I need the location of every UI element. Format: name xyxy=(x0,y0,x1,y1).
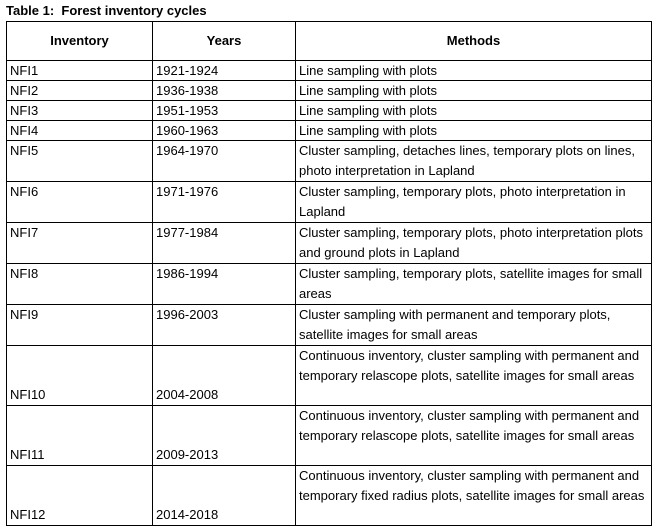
inventory-cell: NFI10 xyxy=(7,346,153,406)
inventory-cell: NFI8 xyxy=(7,264,153,305)
table-header-row xyxy=(7,22,652,61)
inventory-cell: NFI3 xyxy=(7,101,153,121)
years-cell: 1960-1963 xyxy=(153,121,296,141)
years-cell: 2004-2008 xyxy=(153,346,296,406)
inventory-cell: NFI4 xyxy=(7,121,153,141)
methods-cell: Line sampling with plots xyxy=(296,61,652,81)
table-row xyxy=(7,61,652,81)
inventory-cell: NFI7 xyxy=(7,223,153,264)
inventory-cell: NFI6 xyxy=(7,182,153,223)
table-row xyxy=(7,182,652,223)
methods-cell: Cluster sampling, detaches lines, temporary plots on lines, photo interpretation in Lapland xyxy=(296,141,652,182)
inventory-cell: NFI9 xyxy=(7,305,153,346)
table-row xyxy=(7,81,652,101)
years-cell: 1921-1924 xyxy=(153,61,296,81)
table-row xyxy=(7,346,652,406)
years-cell: 1971-1976 xyxy=(153,182,296,223)
methods-cell: Continuous inventory, cluster sampling with permanent and temporary relascope plots, satellite images for small areas xyxy=(296,346,652,406)
years-cell: 1996-2003 xyxy=(153,305,296,346)
methods-cell: Line sampling with plots xyxy=(296,121,652,141)
table-row xyxy=(7,264,652,305)
years-cell: 1951-1953 xyxy=(153,101,296,121)
table-row xyxy=(7,223,652,264)
years-cell: 2014-2018 xyxy=(153,466,296,526)
methods-cell: Cluster sampling, temporary plots, photo interpretation plots and ground plots in Lapland xyxy=(296,223,652,264)
table-row xyxy=(7,305,652,346)
table-row xyxy=(7,141,652,182)
table-row xyxy=(7,406,652,466)
inventory-cell: NFI2 xyxy=(7,81,153,101)
inventory-cell: NFI12 xyxy=(7,466,153,526)
column-header-years: Years xyxy=(153,22,296,61)
inventory-cell: NFI1 xyxy=(7,61,153,81)
column-header-inventory: Inventory xyxy=(7,22,153,61)
column-header-methods: Methods xyxy=(296,22,652,61)
table-row xyxy=(7,121,652,141)
methods-cell: Cluster sampling, temporary plots, satellite images for small areas xyxy=(296,264,652,305)
table-caption: Table 1: Forest inventory cycles xyxy=(6,3,207,18)
methods-cell: Line sampling with plots xyxy=(296,101,652,121)
years-cell: 1964-1970 xyxy=(153,141,296,182)
inventory-cell: NFI11 xyxy=(7,406,153,466)
methods-cell: Line sampling with plots xyxy=(296,81,652,101)
methods-cell: Continuous inventory, cluster sampling with permanent and temporary relascope plots, satellite images for small areas xyxy=(296,406,652,466)
methods-cell: Continuous inventory, cluster sampling with permanent and temporary fixed radius plots, satellite images for small areas xyxy=(296,466,652,526)
years-cell: 1936-1938 xyxy=(153,81,296,101)
methods-cell: Cluster sampling, temporary plots, photo interpretation in Lapland xyxy=(296,182,652,223)
inventory-cell: NFI5 xyxy=(7,141,153,182)
table-row xyxy=(7,101,652,121)
table-row xyxy=(7,466,652,526)
methods-cell: Cluster sampling with permanent and temporary plots, satellite images for small areas xyxy=(296,305,652,346)
years-cell: 2009-2013 xyxy=(153,406,296,466)
years-cell: 1977-1984 xyxy=(153,223,296,264)
years-cell: 1986-1994 xyxy=(153,264,296,305)
forest-inventory-table xyxy=(6,21,652,526)
